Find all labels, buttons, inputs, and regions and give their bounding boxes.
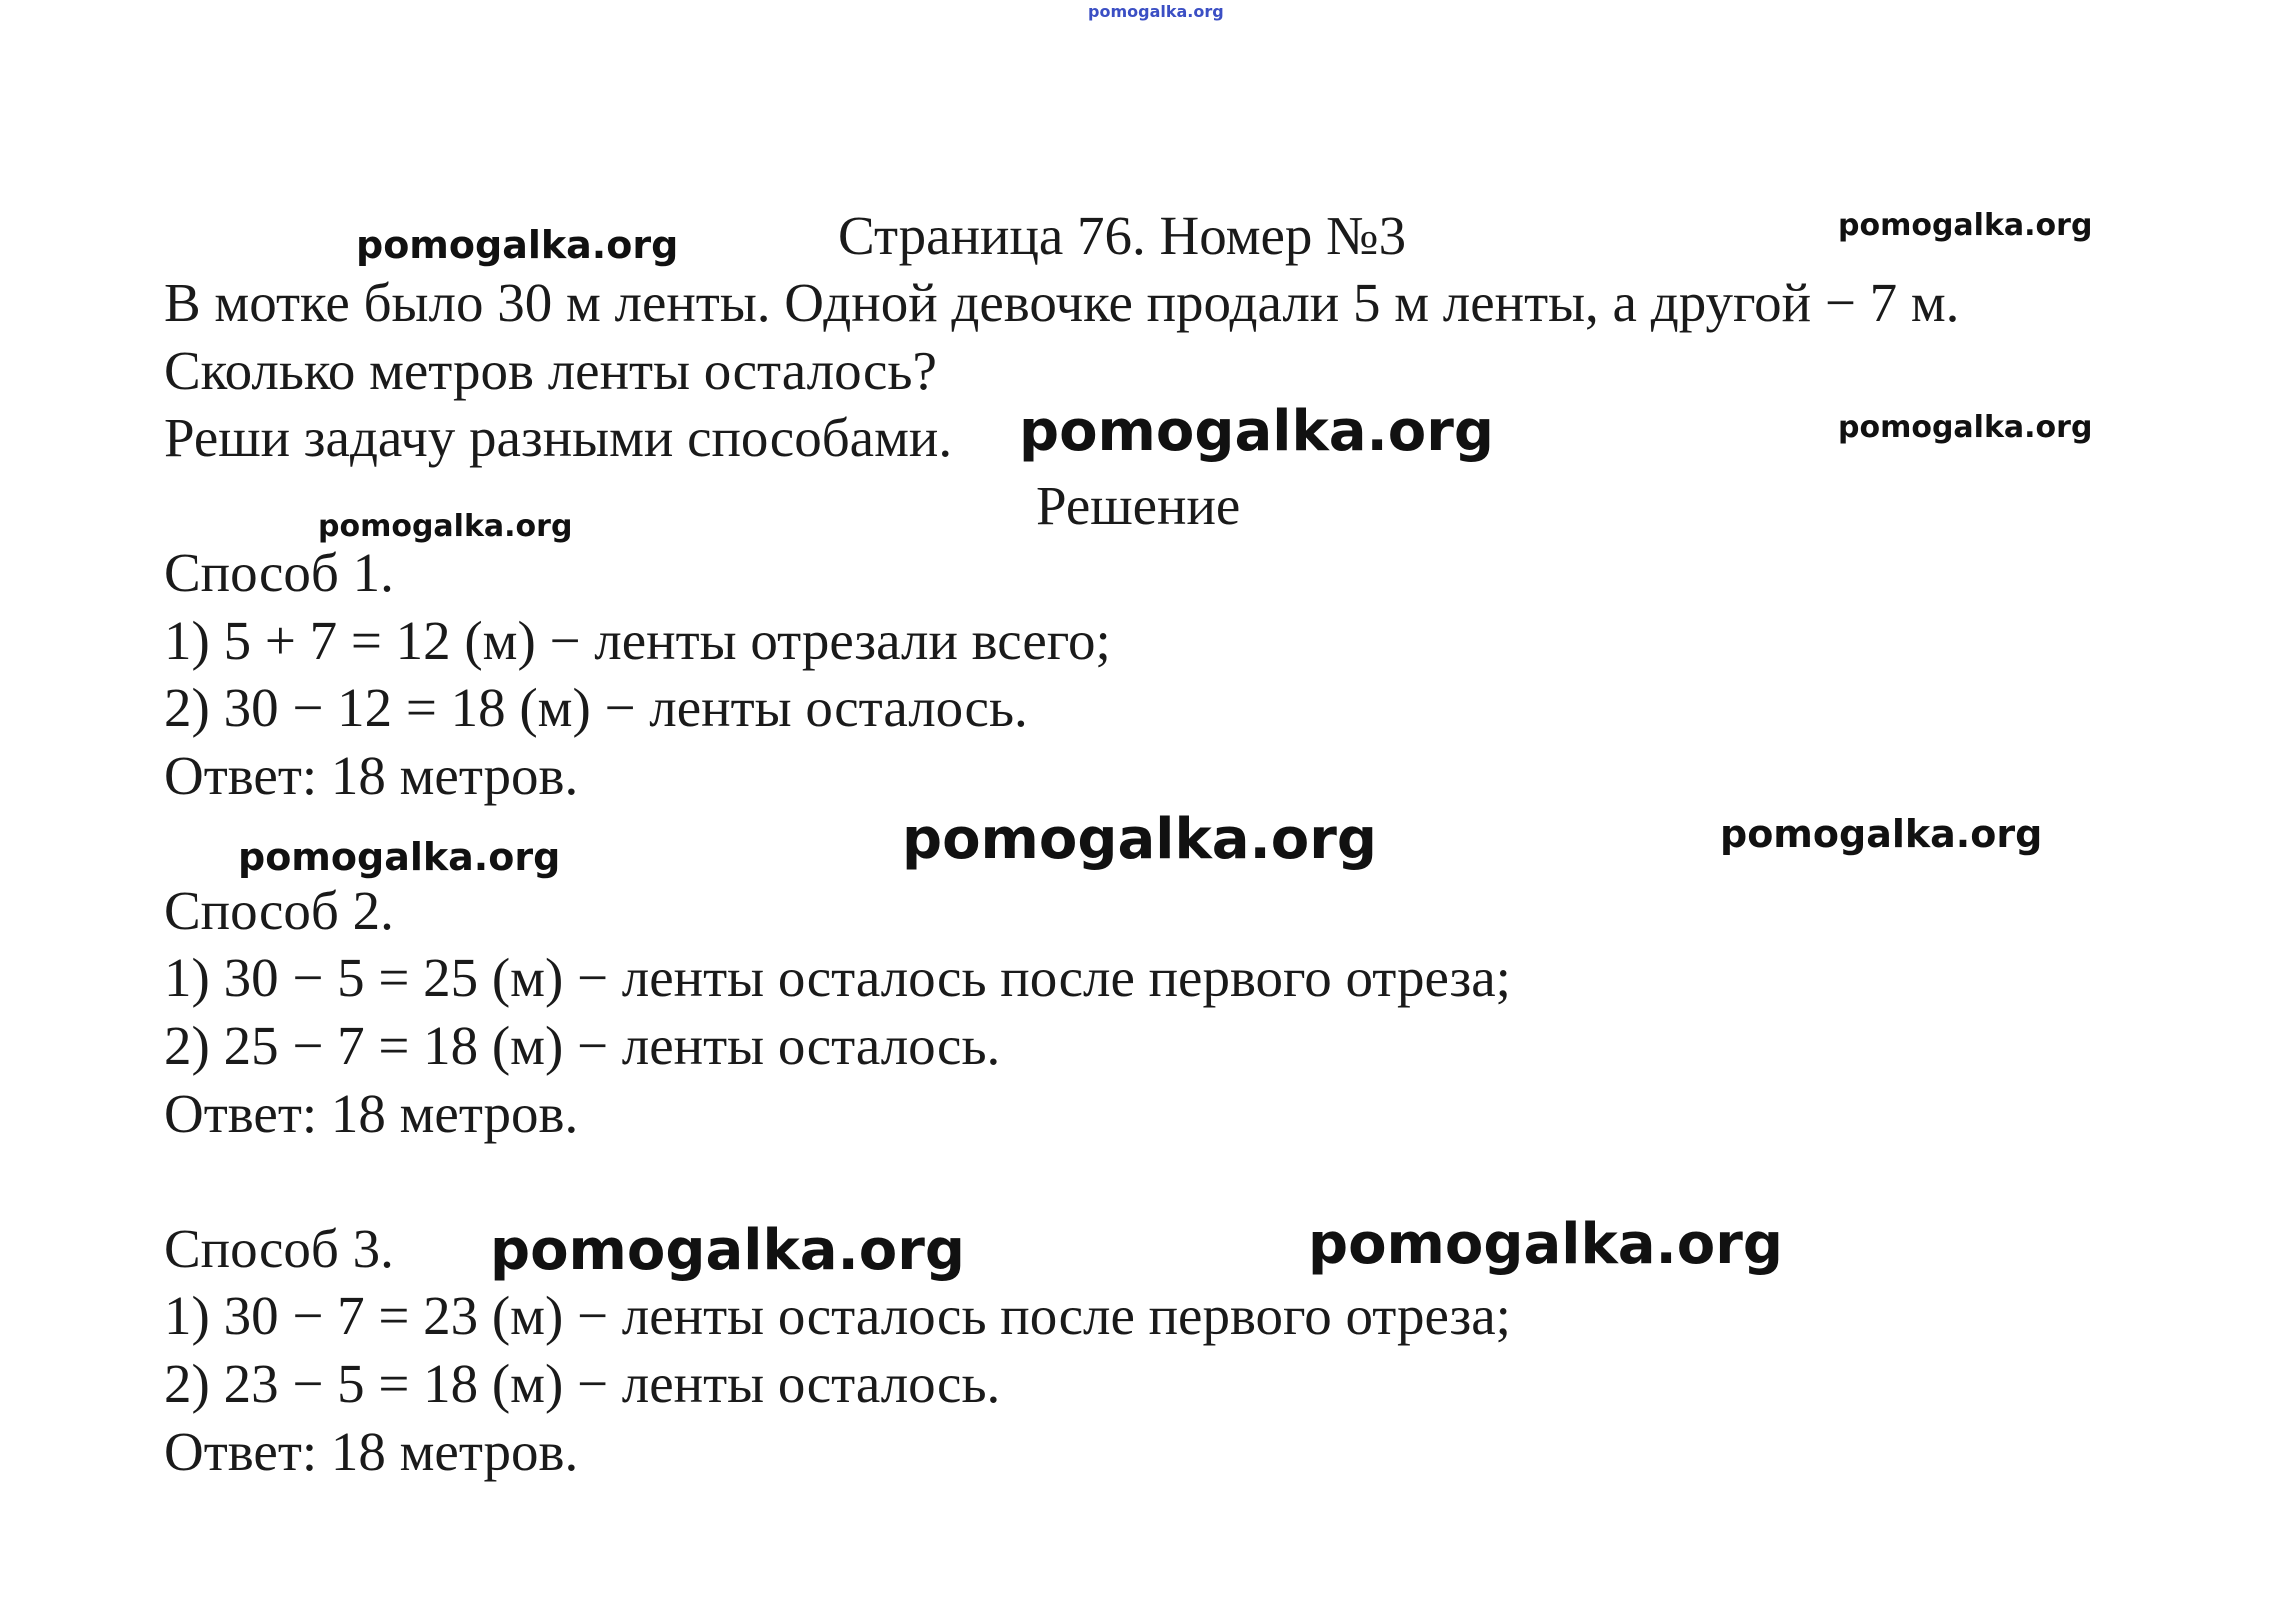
method-1-title: Способ 1.: [164, 542, 394, 603]
watermark-10: pomogalka.org: [1308, 1212, 1783, 1277]
method-1-answer: Ответ: 18 метров.: [164, 745, 579, 806]
watermark-4: pomogalka.org: [1838, 410, 2093, 445]
method-3-step-2: 2) 23 − 5 = 18 (м) − ленты осталось.: [164, 1353, 1001, 1414]
watermark-3: pomogalka.org: [1019, 399, 1494, 464]
method-2-step-2: 2) 25 − 7 = 18 (м) − ленты осталось.: [164, 1015, 1001, 1076]
method-3-step-1: 1) 30 − 7 = 23 (м) − ленты осталось после первого отреза;: [164, 1285, 1511, 1346]
solution-heading: Решение: [1036, 475, 1241, 536]
watermark-7: pomogalka.org: [902, 807, 1377, 872]
watermark-6: pomogalka.org: [238, 835, 561, 879]
method-3-answer: Ответ: 18 метров.: [164, 1421, 579, 1482]
method-3-title: Способ 3.: [164, 1218, 394, 1279]
watermark-9: pomogalka.org: [490, 1218, 965, 1283]
watermark-8: pomogalka.org: [1720, 812, 2043, 856]
problem-line-1: В мотке было 30 м ленты. Одной девочке продали 5 м ленты, а другой − 7 м.: [164, 272, 1960, 333]
watermark-2: pomogalka.org: [1838, 208, 2093, 243]
method-1-step-1: 1) 5 + 7 = 12 (м) − ленты отрезали всего;: [164, 610, 1111, 671]
method-2-answer: Ответ: 18 метров.: [164, 1083, 579, 1144]
watermark-5: pomogalka.org: [318, 509, 573, 544]
method-2-step-1: 1) 30 − 5 = 25 (м) − ленты осталось после первого отреза;: [164, 947, 1511, 1008]
method-2-title: Способ 2.: [164, 880, 394, 941]
problem-line-3: Реши задачу разными способами.: [164, 407, 953, 468]
watermark-top: pomogalka.org: [1088, 2, 1224, 21]
page-title: Страница 76. Номер №3: [838, 205, 1407, 266]
problem-line-2: Сколько метров ленты осталось?: [164, 340, 937, 401]
watermark-1: pomogalka.org: [356, 223, 679, 267]
method-1-step-2: 2) 30 − 12 = 18 (м) − ленты осталось.: [164, 677, 1028, 738]
